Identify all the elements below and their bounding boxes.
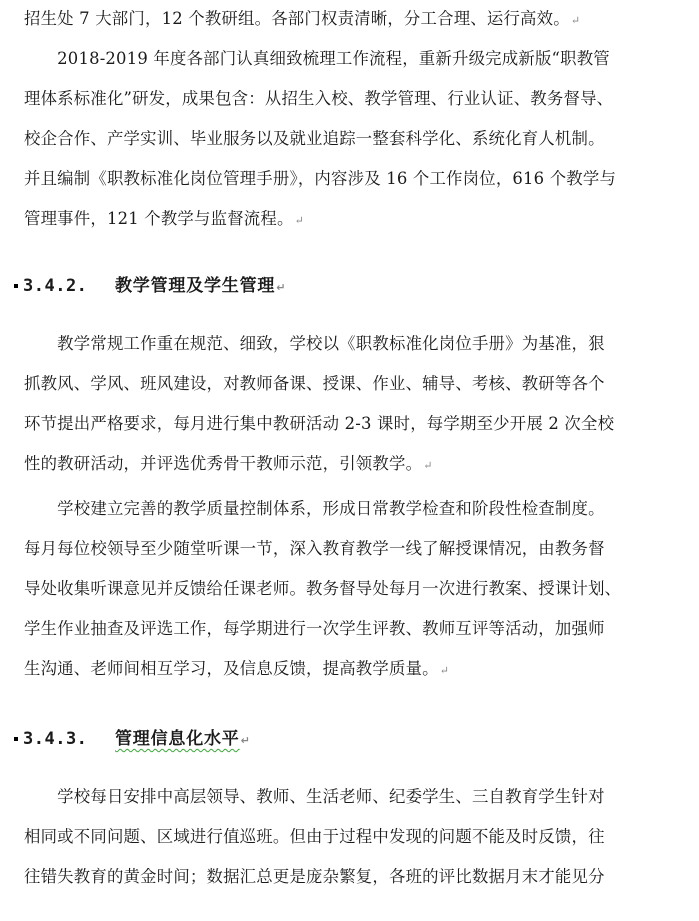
section-heading-3-4-3 bbox=[14, 728, 250, 752]
paragraph-line: 管理事件，121 个教学与监督流程。↵ bbox=[24, 209, 304, 228]
paragraph-mark-icon: ↵ bbox=[570, 14, 581, 27]
paragraph-line: 2018-2019 年度各部门认真细致梳理工作流程，重新升级完成新版“职教管 bbox=[24, 49, 610, 68]
paragraph-line: 性的教研活动，并评选优秀骨干教师示范，引领教学。↵ bbox=[24, 454, 433, 473]
paragraph-line: 学校每日安排中高层领导、教师、生活老师、纪委学生、三自教育学生针对 bbox=[24, 787, 605, 806]
paragraph-line: 往错失教育的黄金时间；数据汇总更是庞杂繁复，各班的评比数据月末才能见分 bbox=[24, 867, 605, 886]
section-number: 3.4.2. bbox=[23, 276, 88, 296]
section-title: 教学管理及学生管理 bbox=[115, 276, 276, 296]
paragraph-line: 校企合作、产学实训、毕业服务以及就业追踪一整套科学化、系统化育人机制。 bbox=[24, 129, 605, 148]
section-heading-3-4-2 bbox=[14, 275, 285, 299]
paragraph-line: 招生处 7 大部门，12 个教研组。各部门权责清晰，分工合理、运行高效。↵ bbox=[24, 9, 581, 28]
paragraph-line: 相同或不同问题、区域进行值巡班。但由于过程中发现的问题不能及时反馈，往 bbox=[24, 827, 605, 846]
paragraph-line: 教学常规工作重在规范、细致，学校以《职教标准化岗位手册》为基准，狠 bbox=[24, 334, 605, 353]
paragraph-line: 学校建立完善的教学质量控制体系，形成日常教学检查和阶段性检查制度。 bbox=[24, 499, 605, 518]
paragraph-mark-icon: ↵ bbox=[294, 214, 304, 227]
paragraph-mark-icon: ↵ bbox=[240, 734, 250, 747]
list-bullet-icon bbox=[14, 737, 18, 741]
section-number: 3.4.3. bbox=[23, 729, 88, 749]
paragraph-line: 抓教风、学风、班风建设，对教师备课、授课、作业、辅导、考核、教研等各个 bbox=[24, 374, 605, 393]
paragraph-line: 生沟通、老师间相互学习，及信息反馈，提高教学质量。↵ bbox=[24, 659, 450, 678]
paragraph-line: 环节提出严格要求，每月进行集中教研活动 2-3 课时，每学期至少开展 2 次全校 bbox=[24, 414, 615, 433]
paragraph-line: 学生作业抽查及评选工作，每学期进行一次学生评教、教师互评等活动，加强师 bbox=[24, 619, 605, 638]
paragraph-mark-icon: ↵ bbox=[423, 459, 433, 472]
paragraph-mark-icon: ↵ bbox=[276, 281, 286, 294]
list-bullet-icon bbox=[14, 284, 18, 288]
paragraph-line: 理体系标准化”研发，成果包含：从招生入校、教学管理、行业认证、教务督导、 bbox=[24, 89, 614, 108]
paragraph-line: 导处收集听课意见并反馈给任课老师。教务督导处每月一次进行教案、授课计划、 bbox=[24, 579, 622, 598]
section-title: 管理信息化水平 bbox=[115, 729, 240, 749]
paragraph-line: 每月每位校领导至少随堂听课一节，深入教育教学一线了解授课情况，由教务督 bbox=[24, 539, 605, 558]
paragraph-mark-icon: ↵ bbox=[439, 664, 450, 677]
paragraph-line: 并且编制《职教标准化岗位管理手册》，内容涉及 16 个工作岗位，616 个教学与 bbox=[24, 169, 617, 188]
